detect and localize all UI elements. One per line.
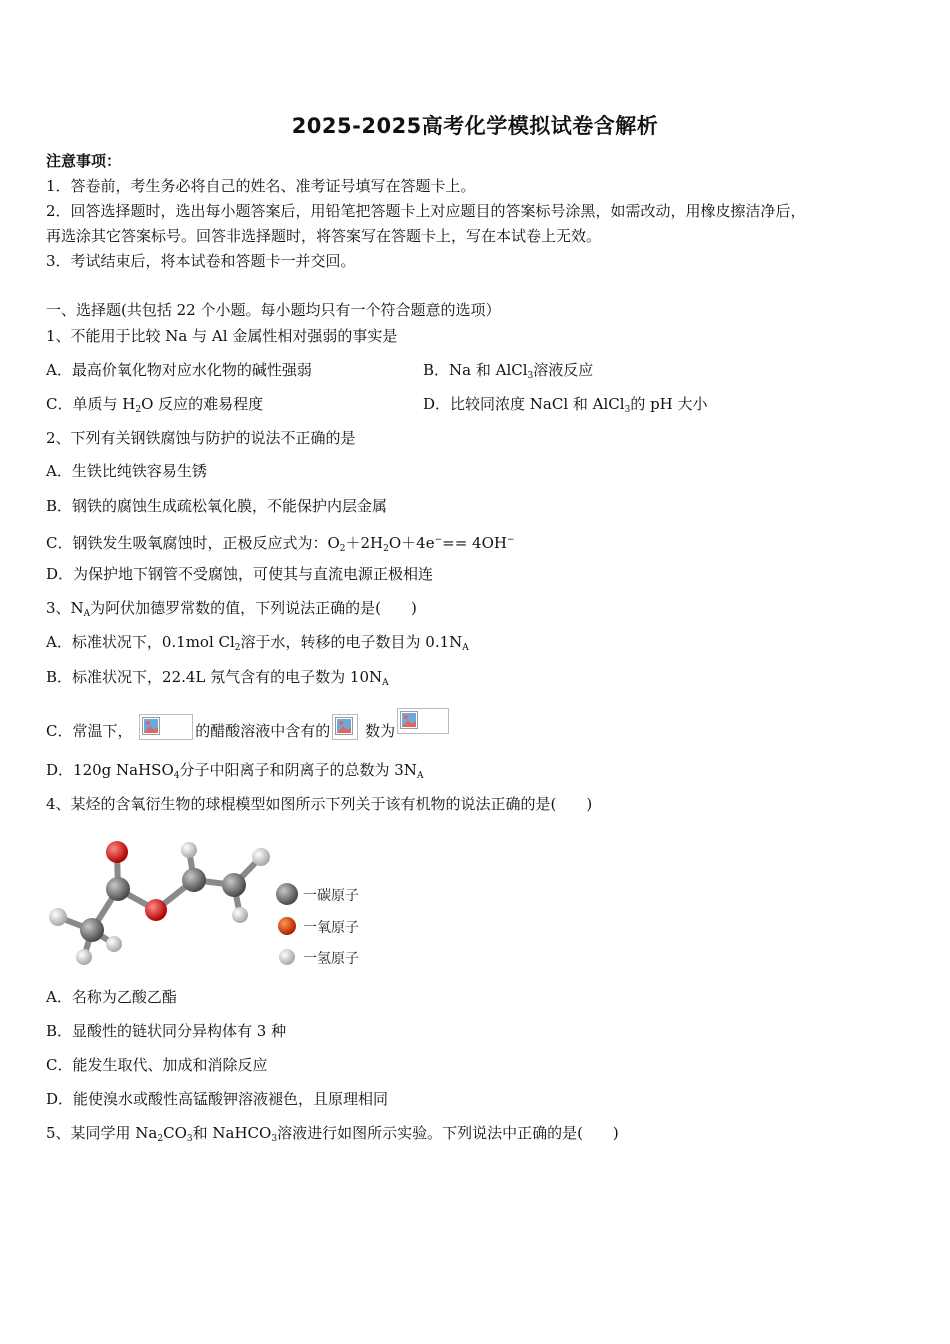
hydrogen-atom bbox=[106, 936, 122, 952]
notice-item-1: 1．答卷前，考生务必将自己的姓名、准考证号填写在答题卡上。 bbox=[46, 177, 476, 195]
question-3-stem: 3、$N_A$为阿伏加德罗常数的值，下列说法正确的是( ) bbox=[46, 599, 417, 619]
q2-option-c: C．钢铁发生吸氧腐蚀时，正极反应式为：$O_2+2H_2O+4e^-== 4OH^-$ bbox=[46, 534, 515, 554]
page-title: 2025-2025高考化学模拟试卷含解析 bbox=[291, 114, 659, 138]
legend-hydrogen: 一氢原子 bbox=[303, 951, 359, 967]
carbon-legend-swatch bbox=[276, 883, 298, 905]
q3-option-a: A．标准状况下，0.1mol $Cl_2$溶于水，转移的电子数目为 $0.1N_A$ bbox=[46, 633, 469, 653]
notice-item-3: 3．考试结束后，将本试卷和答题卡一并交回。 bbox=[46, 252, 356, 270]
q2-option-b: B．钢铁的腐蚀生成疏松氧化膜，不能保护内层金属 bbox=[46, 497, 388, 515]
q3-option-c: C．常温下， 的醋酸溶液中含有的 数为 bbox=[46, 708, 451, 741]
hydrogen-atom bbox=[252, 848, 270, 866]
ball-stick-model-figure bbox=[44, 832, 374, 972]
q4-option-a: A．名称为乙酸乙酯 bbox=[46, 988, 177, 1006]
q1-option-d: D．比较同浓度 NaCl 和 AlCl$_3$的 pH 大小 bbox=[423, 395, 708, 415]
q4-option-c: C．能发生取代、加成和消除反应 bbox=[46, 1056, 268, 1074]
broken-image-icon bbox=[332, 714, 358, 740]
legend-oxygen: 一氧原子 bbox=[303, 920, 359, 936]
question-2-stem: 2、下列有关钢铁腐蚀与防护的说法不正确的是 bbox=[46, 429, 356, 447]
q2-option-a: A．生铁比纯铁容易生锈 bbox=[46, 462, 207, 480]
q4-option-d: D．能使溴水或酸性高锰酸钾溶液褪色，且原理相同 bbox=[46, 1090, 389, 1108]
notice-item-2-cont: 再选涂其它答案标号。回答非选择题时，将答案写在答题卡上，写在本试卷上无效。 bbox=[46, 227, 602, 245]
question-5-stem: 5、某同学用 $Na_2CO_3$和 NaHCO$_3$溶液进行如图所示实验。下列说法中正确的是( ) bbox=[46, 1124, 619, 1144]
q2-option-d: D．为保护地下钢管不受腐蚀，可使其与直流电源正极相连 bbox=[46, 565, 434, 583]
hydrogen-atom bbox=[76, 949, 92, 965]
q3-option-b: B．标准状况下，22.4L 氖气含有的电子数为 $10N_A$ bbox=[46, 668, 389, 688]
q3-option-d: D．120g NaHSO$_4$分子中阳离子和阴离子的总数为 $3N_A$ bbox=[46, 761, 424, 781]
q1-option-c: C．单质与 $H_2O$ 反应的难易程度 bbox=[46, 395, 264, 415]
carbon-atom bbox=[182, 868, 206, 892]
question-1-row-1 bbox=[46, 360, 906, 380]
section-heading: 一、选择题(共包括 22 个小题。每小题均只有一个符合题意的选项） bbox=[46, 301, 501, 319]
broken-image-icon bbox=[139, 714, 193, 740]
notice-heading: 注意事项： bbox=[46, 152, 122, 170]
oxygen-legend-swatch bbox=[278, 917, 296, 935]
q4-option-b: B．显酸性的链状同分异构体有 3 种 bbox=[46, 1022, 287, 1040]
carbon-atom bbox=[80, 918, 104, 942]
oxygen-atom bbox=[106, 841, 128, 863]
q1-option-a: A．最高价氧化物对应水化物的碱性强弱 bbox=[46, 361, 312, 379]
oxygen-atom bbox=[145, 899, 167, 921]
notice-item-2: 2．回答选择题时，选出每小题答案后，用铅笔把答题卡上对应题目的答案标号涂黑，如需改动，用橡皮擦洁净后， bbox=[46, 202, 806, 220]
hydrogen-legend-swatch bbox=[279, 949, 295, 965]
question-1-row-2 bbox=[46, 394, 906, 420]
figure-legend bbox=[276, 883, 359, 967]
question-1-stem: 1、不能用于比较 Na 与 Al 金属性相对强弱的事实是 bbox=[46, 327, 398, 345]
carbon-atom bbox=[222, 873, 246, 897]
question-4-stem: 4、某烃的含氧衍生物的球棍模型如图所示下列关于该有机物的说法正确的是( ) bbox=[46, 795, 593, 813]
carbon-atom bbox=[106, 877, 130, 901]
hydrogen-atom bbox=[181, 842, 197, 858]
hydrogen-atom bbox=[232, 907, 248, 923]
q1-option-b: B．Na 和 AlCl$_3$溶液反应 bbox=[423, 361, 594, 381]
hydrogen-atom bbox=[49, 908, 67, 926]
broken-image-icon bbox=[397, 708, 449, 734]
legend-carbon: 一碳原子 bbox=[303, 888, 359, 904]
